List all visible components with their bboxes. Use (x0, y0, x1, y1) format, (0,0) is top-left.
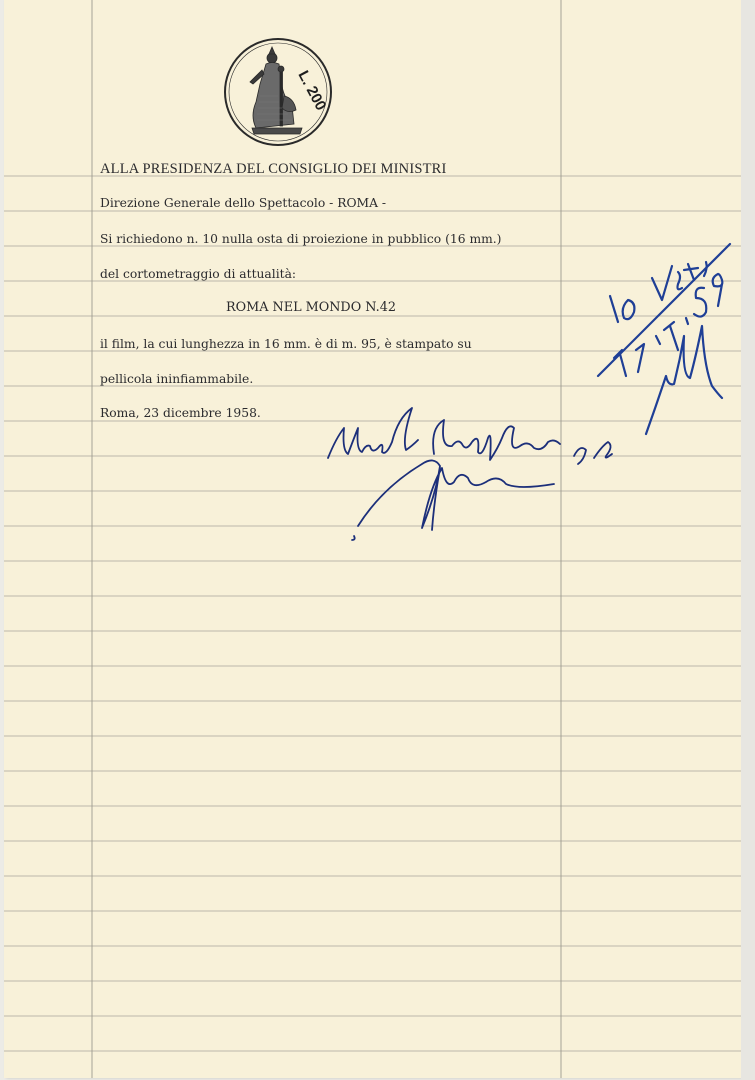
document-sheet (4, 0, 741, 1078)
stamp-value: L. 200 (294, 67, 330, 114)
film-stock-line: pellicola ininfiammabile. (100, 372, 254, 386)
request-line: Si richiedono n. 10 nulla osta di proiezione in pubblico (16 mm.) (100, 232, 502, 246)
document-header: ALLA PRESIDENZA DEL CONSIGLIO DEI MINISTRI (100, 161, 447, 177)
film-details-line: il film, la cui lunghezza in 16 mm. è di m. 95, è stampato su (100, 337, 472, 351)
revenue-stamp-icon (222, 36, 334, 148)
handwritten-signature (322, 398, 632, 543)
film-title: ROMA NEL MONDO N.42 (226, 300, 396, 315)
scan-margin (741, 0, 755, 1080)
category-line: del cortometraggio di attualità: (100, 267, 297, 281)
date-line: Roma, 23 dicembre 1958. (100, 406, 261, 420)
document-subheader: Direzione Generale dello Spettacolo - ROMA - (100, 196, 387, 210)
